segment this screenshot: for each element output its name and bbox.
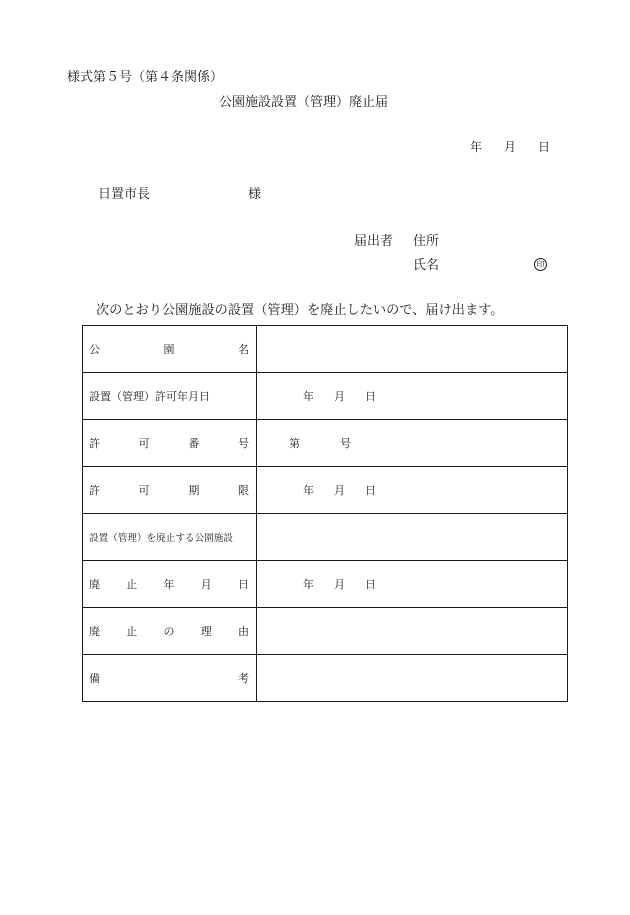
row-value-permit-period[interactable]: [257, 467, 568, 514]
label-char: 園: [163, 343, 175, 356]
row-label-permit-date: 設置（管理）許可年月日: [83, 373, 257, 420]
label-char: の: [163, 625, 175, 638]
value-year: 年: [303, 578, 314, 591]
value-day: 日: [365, 484, 376, 497]
row-label-permit-period: [83, 467, 257, 514]
row-value-remarks[interactable]: [257, 655, 568, 702]
value-day: 日: [365, 390, 376, 403]
row-label-permit-number: [83, 420, 257, 467]
addressee-name: 日置市長: [98, 187, 151, 202]
label-char: 公: [89, 343, 100, 356]
date-month: 月: [504, 140, 517, 154]
table-row: [83, 608, 568, 655]
label-char: 可: [138, 437, 150, 450]
label-char: 期: [188, 484, 200, 497]
notifier-address-label: 住所: [413, 234, 440, 249]
table-row: [83, 514, 568, 561]
label-char: 止: [126, 578, 138, 591]
row-value-abolition-date[interactable]: [257, 561, 568, 608]
label-char: 年: [163, 578, 175, 591]
value-year: 年: [303, 484, 314, 497]
label-char: 廃: [89, 578, 100, 591]
value-month: 月: [334, 390, 345, 403]
row-value-park-name[interactable]: [257, 326, 568, 373]
table-row: [83, 561, 568, 608]
notifier-name-label: 氏名: [413, 258, 440, 273]
value-day: 日: [365, 578, 376, 591]
notifier-label: 届出者: [354, 234, 394, 249]
label-char: 理: [200, 625, 212, 638]
date-day: 日: [538, 140, 551, 154]
label-char: 月: [200, 578, 212, 591]
value-month: 月: [334, 484, 345, 497]
label-char: 号: [237, 437, 249, 450]
label-char: 考: [238, 672, 249, 685]
table-row: [83, 655, 568, 702]
row-label-abolition-reason: [83, 608, 257, 655]
date-year: 年: [470, 140, 483, 154]
form-table: [82, 325, 568, 702]
table-row: [83, 326, 568, 373]
value-prefix: 第: [289, 437, 300, 450]
table-row: [83, 467, 568, 514]
row-value-permit-date[interactable]: [257, 373, 568, 420]
label-char: 番: [188, 437, 200, 450]
label-char: 名: [238, 343, 249, 356]
row-label-remarks: [83, 655, 257, 702]
row-value-abolition-reason[interactable]: [257, 608, 568, 655]
table-row: [83, 420, 568, 467]
row-label-abolition-date: [83, 561, 257, 608]
value-year: 年: [303, 390, 314, 403]
label-char: 由: [238, 625, 249, 638]
label-char: 可: [138, 484, 150, 497]
value-month: 月: [334, 578, 345, 591]
row-value-permit-number[interactable]: [257, 420, 568, 467]
statement-text: 次のとおり公園施設の設置（管理）を廃止したいので、届け出ます。: [96, 303, 504, 318]
label-char: 止: [126, 625, 138, 638]
row-value-abolished-facility[interactable]: [257, 514, 568, 561]
label-char: 許: [89, 484, 100, 497]
row-label-abolished-facility: 設置（管理）を廃止する公園施設: [83, 514, 257, 561]
label-char: 備: [89, 672, 100, 685]
seal-mark: 印: [534, 258, 547, 271]
addressee-honorific: 様: [248, 187, 262, 202]
date-line: [470, 141, 550, 153]
label-char: 許: [89, 437, 100, 450]
document-title: 公園施設設置（管理）廃止届: [219, 95, 389, 110]
value-suffix: 号: [340, 437, 351, 450]
table-row: [83, 373, 568, 420]
label-char: 廃: [89, 625, 100, 638]
form-number: 様式第５号（第４条関係）: [67, 70, 224, 85]
label-char: 日: [238, 578, 249, 591]
label-char: 限: [237, 484, 249, 497]
row-label-park-name: [83, 326, 257, 373]
